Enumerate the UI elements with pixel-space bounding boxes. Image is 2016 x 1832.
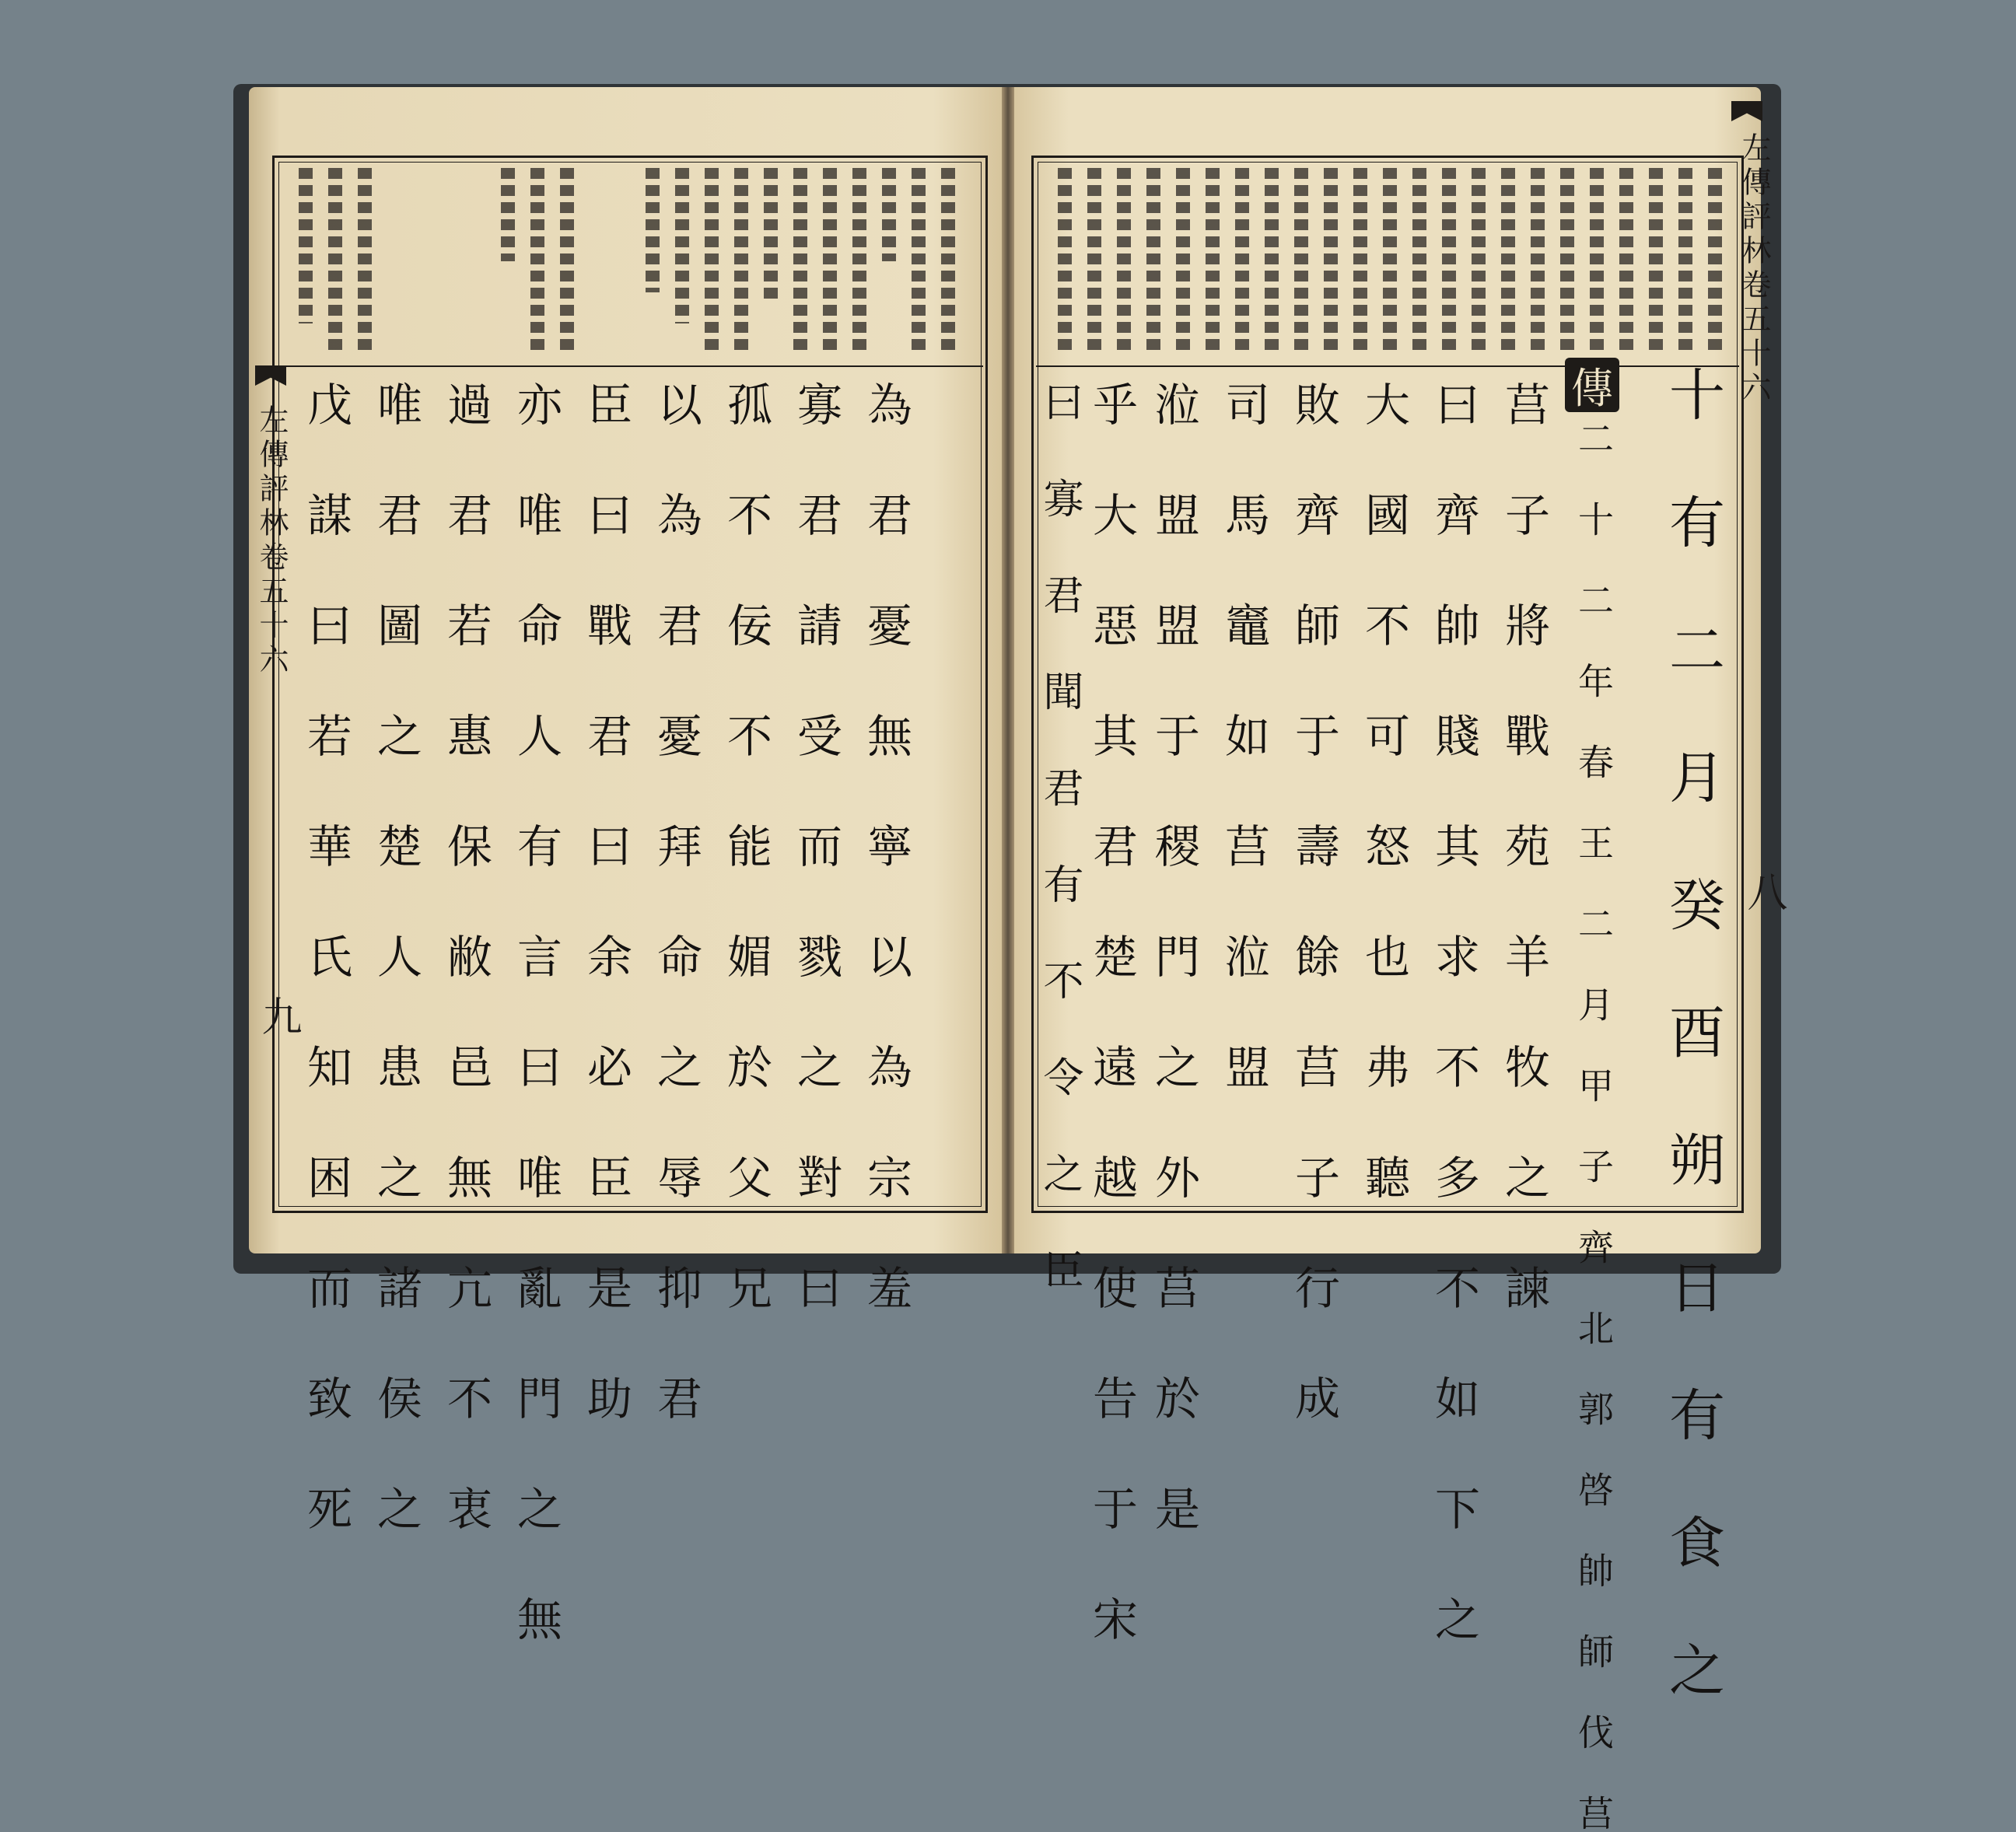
left-main-column-6: 以 為 君 憂 拜 命 之 辱 抑 君	[649, 381, 702, 1426]
book-gutter	[1002, 87, 1014, 1253]
left-main-column-2: 唯 君 圖 之 楚 人 患 之 諸 侯 之	[369, 381, 422, 1537]
left-main-column-7: 孤 不 佞 不 能 媚 於 父 兄	[719, 381, 772, 1316]
left-main-column-8: 寡 君 請 受 而 戮 之 對 曰	[789, 381, 842, 1316]
right-main-column-1: 十 有 二 月 癸 酉 朔 日 有 食 之	[1660, 365, 1725, 1700]
left-main-column-4: 亦 唯 命 人 有 言 曰 唯 亂 門 之 無	[509, 381, 562, 1647]
right-page-number: 八	[1740, 871, 1787, 911]
left-main-column-3: 過 君 若 惠 保 敝 邑 無 亢 不 衷	[439, 381, 492, 1537]
left-main-column-1: 戊 謀 曰 若 華 氏 知 困 而 致 死	[299, 381, 352, 1537]
right-main-column-10: 曰 寡 君 聞 君 有 不 令 之 臣	[1036, 381, 1083, 1294]
chuan-marker: 傳	[1565, 358, 1619, 412]
right-main-column-9: 乎 大 惡 其 君 楚 遠 越 使 告 于 宋	[1085, 381, 1138, 1647]
right-main-column-8: 涖 盟 盟 于 稷 門 之 外 莒 於 是	[1147, 381, 1200, 1537]
right-main-column-5: 大 國 不 可 怒 也 弗 聽	[1357, 381, 1410, 1205]
right-main-column-3: 莒 子 將 戰 苑 羊 牧 之 諫	[1497, 381, 1550, 1316]
right-main-column-6: 敗 齊 師 于 壽 餘 莒 子 行 成	[1287, 381, 1340, 1426]
right-main-column-7: 司 馬 竈 如 莒 涖 盟	[1217, 381, 1270, 1095]
left-page-number: 九	[254, 995, 301, 1036]
right-main-column-2: 二 十 二 年 春 王 二 月 甲 子 齊 北 郭 啓 帥 師 伐 莒	[1573, 420, 1615, 1832]
right-running-head: 左傳評林卷五十六	[1737, 132, 1771, 406]
left-upper-register-rule	[277, 365, 983, 367]
left-main-column-5: 臣 曰 戰 君 曰 余 必 臣 是 助	[579, 381, 632, 1426]
left-main-column-9: 為 君 憂 無 寧 以 為 宗 羞	[859, 381, 912, 1316]
left-running-head: 左傳評林卷五十六	[254, 404, 289, 678]
right-main-column-4: 曰 齊 帥 賤 其 求 不 多 不 如 下 之	[1427, 381, 1480, 1647]
right-upper-register-rule	[1036, 365, 1739, 367]
